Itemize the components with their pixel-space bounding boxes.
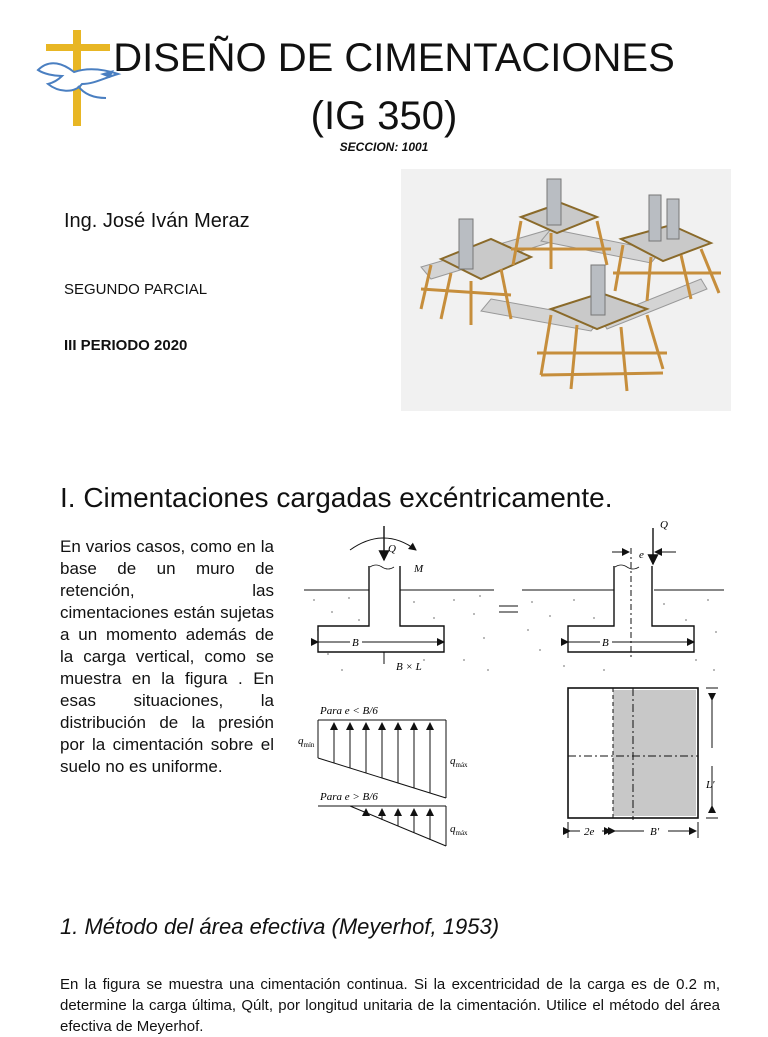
foundation-formwork-image	[401, 169, 731, 411]
page-title: DISEÑO DE CIMENTACIONES	[113, 36, 675, 80]
exam-label: SEGUNDO PARCIAL	[64, 281, 208, 298]
engineer-name: Ing. José Iván Meraz	[64, 210, 250, 232]
pressure-diagram-large-e	[318, 791, 468, 846]
effective-area-plan	[568, 688, 718, 838]
method-heading: 1. Método del área efectiva (Meyerhof, 1953)	[60, 914, 500, 939]
dims-label: B × L	[396, 661, 422, 673]
period-label: III PERIODO 2020	[64, 337, 188, 354]
l-prime-label: L′	[706, 779, 715, 791]
load-label-2: Q	[660, 519, 668, 531]
section-paragraph: En varios casos, como en la base de un muro de retención, las cimentaciones están sujetas a un momento además de la carga vertical, como se muestra en la figura . En esas situaciones, la distribución de la presión por la cimentación sobre el suelo no es uniforme.	[60, 537, 274, 776]
pressure-diagram-small-e	[298, 705, 468, 798]
section-heading: I. Cimentaciones cargadas excéntricamente.	[60, 482, 613, 513]
b-prime-label: B′	[650, 826, 660, 838]
eccentric-foundation-figure	[298, 519, 726, 850]
q-min-label: $q_{mín}$	[298, 735, 315, 749]
case1-label: Para e < B/6	[320, 705, 378, 717]
width-label: B	[352, 637, 359, 649]
q-max-label-2: $q_{máx}$	[450, 823, 468, 837]
course-code: (IG 350)	[310, 94, 458, 138]
q-max-label: $q_{máx}$	[450, 755, 468, 769]
width-label-2: B	[602, 637, 609, 649]
section-number: SECCION: 1001	[339, 140, 429, 154]
footing-with-eccentricity	[522, 519, 724, 671]
moment-label: M	[414, 563, 424, 575]
two-e-label: 2e	[584, 826, 595, 838]
load-label: Q	[388, 543, 396, 555]
footing-with-moment	[304, 526, 494, 673]
eccentricity-label: e	[639, 549, 644, 561]
case2-label: Para e > B/6	[320, 791, 378, 803]
problem-paragraph: En la figura se muestra una cimentación continua. Si la excentricidad de la carga es de 0.2 m, determine la carga última, Qúlt, por longitud unitaria de la cimentación. Utilice el método del área efectiva de Meyerhof.	[60, 976, 720, 1035]
